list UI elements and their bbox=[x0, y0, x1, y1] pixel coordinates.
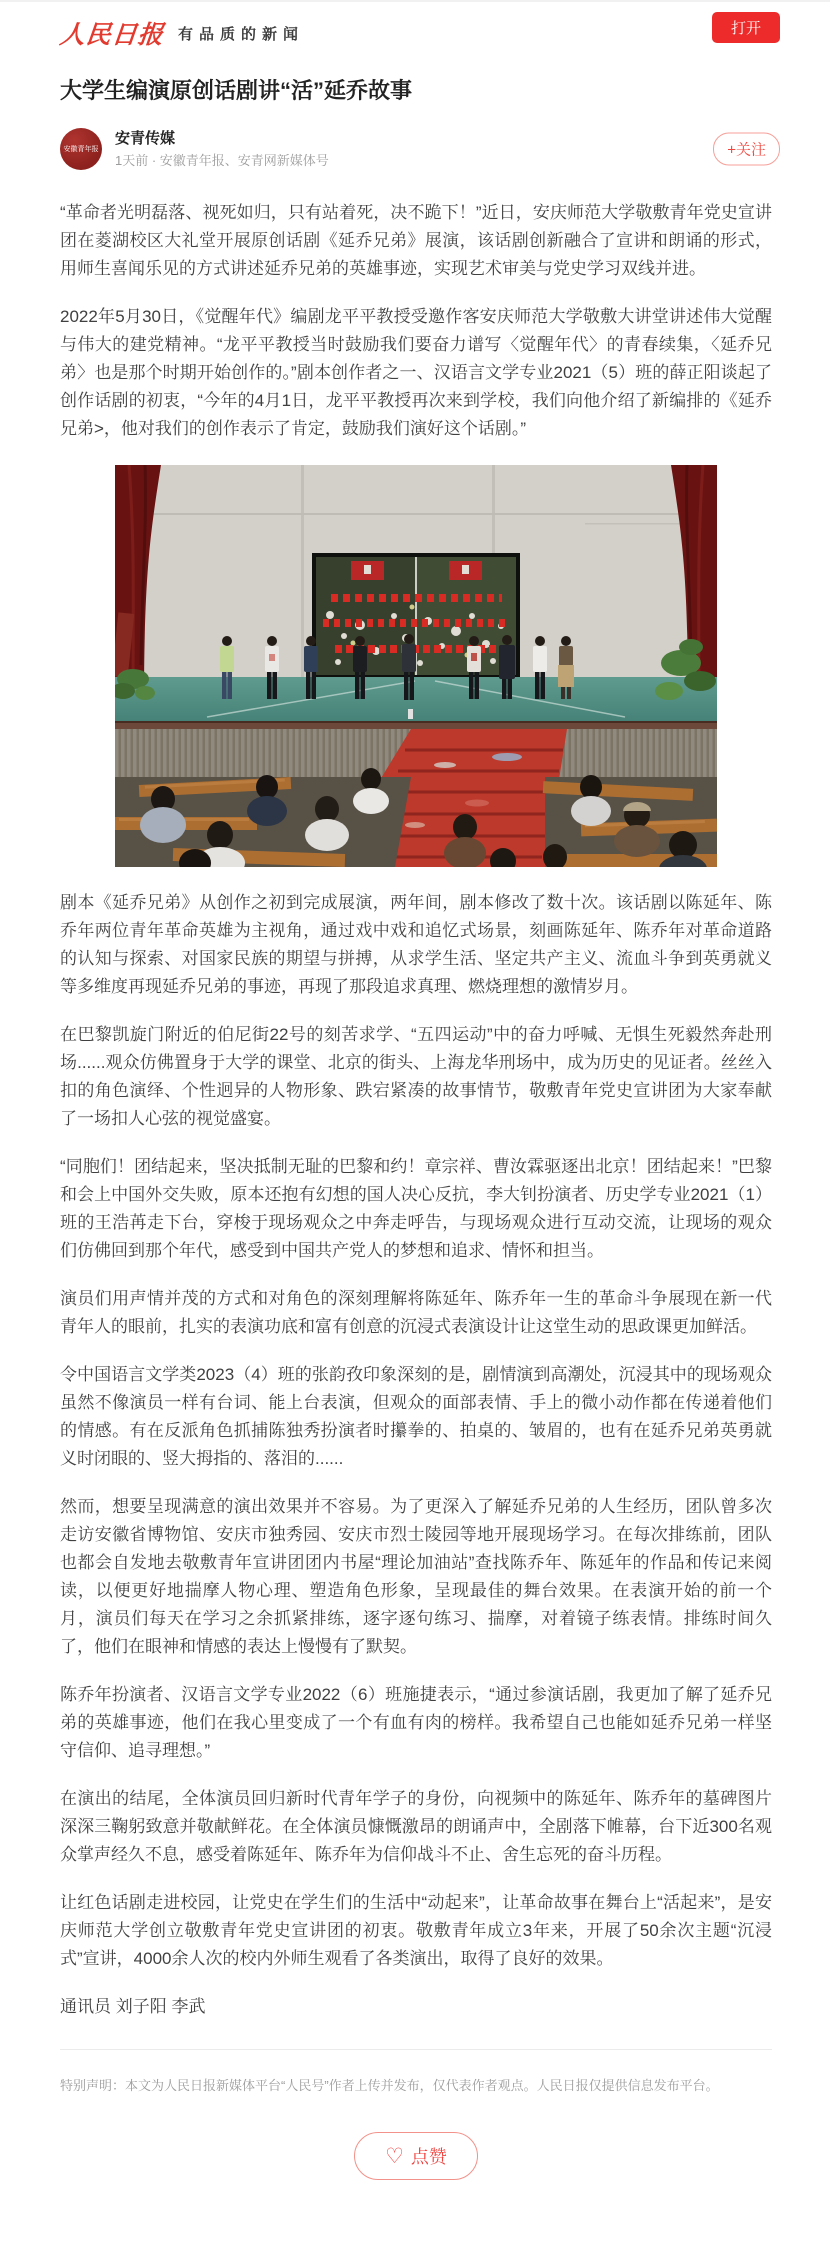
open-app-button[interactable]: 打开 bbox=[712, 12, 780, 43]
article-paragraph: “革命者光明磊落、视死如归，只有站着死，决不跪下！”近日，安庆师范大学敬敷青年党史宣讲团在菱湖校区大礼堂开展原创话剧《延乔兄弟》展演，该话剧创新融合了宣讲和朗诵的形式，用师生喜闻乐见的方式讲述延乔兄弟的英雄事迹，实现艺术审美与党史学习双线并进。 bbox=[60, 203, 772, 278]
article-paragraph: 演员们用声情并茂的方式和对角色的深刻理解将陈延年、陈乔年一生的革命斗争展现在新一代青年人的眼前，扎实的表演功底和富有创意的沉浸式表演设计让这堂生动的思政课更加鲜活。 bbox=[60, 1289, 772, 1336]
page-header bbox=[60, 2, 772, 51]
article-paragraph: 2022年5月30日，《觉醒年代》编剧龙平平教授受邀作客安庆师范大学敬敷大讲堂讲述伟大觉醒与伟大的建党精神。“龙平平教授当时鼓励我们要奋力谱写〈觉醒年代〉的青春续集，〈延乔兄弟〉也是那个时期开始创作的。”剧本创作者之一、汉语言文学专业2021（5）班的薛正阳谈起了创作话剧的初衷，“今年的4月1日，龙平平教授再次来到学校，我们向他介绍了新编排的《延乔兄弟>，他对我们的创作表示了肯定，鼓励我们演好这个话剧。” bbox=[60, 307, 772, 438]
article-paragraph: 令中国语言文学类2023（4）班的张韵孜印象深刻的是，剧情演到高潮处，沉浸其中的现场观众虽然不像演员一样有台词、能上台表演，但观众的面部表情、手上的微小动作都在传递着他们的情感。有在反派角色抓捕陈独秀扮演者时攥拳的、拍桌的、皱眉的，也有在延乔兄弟英勇就义时闭眼的、竖大拇指的、落泪的...... bbox=[60, 1365, 772, 1468]
article-paragraph: 在巴黎凯旋门附近的伯尼街22号的刻苦求学、“五四运动”中的奋力呼喊、无惧生死毅然奔赴刑场......观众仿佛置身于大学的课堂、北京的街头、上海龙华刑场中，成为历史的见证者。丝丝入扣的角色演绎、个性迥异的人物形象、跌宕紧凑的故事情节，敬敷青年党史宣讲团为大家奉献了一场扣人心弦的视觉盛宴。 bbox=[60, 1025, 772, 1128]
page-title: 大学生编演原创话剧讲“活”延乔故事 bbox=[60, 78, 413, 103]
like-button[interactable] bbox=[354, 2132, 478, 2180]
author-meta: 1天前 · 安徽青年报、安青网新媒体号 bbox=[115, 153, 329, 168]
article-paragraph: “同胞们！团结起来，坚决抵制无耻的巴黎和约！章宗祥、曹汝霖驱逐出北京！团结起来！”巴黎和会上中国外交失败，原本还抱有幻想的国人决心反抗，李大钊扮演者、历史学专业2021（1）班的王浩苒走下台，穿梭于现场观众之中奔走呼告，与现场观众进行互动交流，让现场的观众们仿佛回到那个年代，感受到中国共产党人的梦想和追求、情怀和担当。 bbox=[60, 1157, 772, 1260]
article-paragraph: 然而，想要呈现满意的演出效果并不容易。为了更深入了解延乔兄弟的人生经历，团队曾多次走访安徽省博物馆、安庆市独秀园、安庆市烈士陵园等地开展现场学习。在每次排练前，团队也都会自发地去敬敷青年宣讲团团内书屋“理论加油站”查找陈乔年、陈延年的作品和传记来阅读，以便更好地揣摩人物心理、塑造角色形象，呈现最佳的舞台效果。在表演开始的前一个月，演员们每天在学习之余抓紧排练，逐字逐句练习、揣摩，对着镜子练表情。排练时间久了，他们在眼神和情感的表达上慢慢有了默契。 bbox=[60, 1497, 772, 1656]
peoples-daily-logo[interactable]: 人民日报 bbox=[58, 20, 166, 49]
follow-button[interactable]: +关注 bbox=[713, 133, 780, 166]
article-image[interactable] bbox=[115, 465, 717, 867]
article-paragraph: 剧本《延乔兄弟》从创作之初到完成展演，两年间，剧本修改了数十次。该话剧以陈延年、陈乔年两位青年革命英雄为主视角，通过戏中戏和追忆式场景，刻画陈延年、陈乔年对革命道路的认知与探索、对国家民族的期望与拼搏，从求学生活、坚定共产主义、流血斗争到英勇就义等多维度再现延乔兄弟的事迹，再现了那段追求真理、燃烧理想的激情岁月。 bbox=[60, 893, 772, 996]
footer-divider bbox=[60, 2049, 772, 2050]
article-byline: 通讯员 刘子阳 李武 bbox=[60, 1997, 206, 2016]
like-button-label: 点赞 bbox=[410, 2147, 447, 2167]
author-avatar[interactable]: 安徽青年报 bbox=[60, 128, 102, 170]
article-body bbox=[60, 199, 772, 2021]
header-tagline: 有品质的新闻 bbox=[178, 25, 305, 43]
article-paragraph: 陈乔年扮演者、汉语言文学专业2022（6）班施捷表示，“通过参演话剧，我更加了解了延乔兄弟的英雄事迹，他们在我心里变成了一个有血有肉的榜样。我希望自己也能如延乔兄弟一样坚守信仰、追寻理想。” bbox=[60, 1685, 772, 1760]
heart-icon: ♡ bbox=[385, 2144, 404, 2168]
disclaimer-text: 特别声明：本文为人民日报新媒体平台“人民号”作者上传并发布，仅代表作者观点。人民日报仅提供信息发布平台。 bbox=[60, 2078, 719, 2093]
author-row bbox=[60, 127, 772, 171]
article-paragraph: 在演出的结尾，全体演员回归新时代青年学子的身份，向视频中的陈延年、陈乔年的墓碑图片深深三鞠躬致意并敬献鲜花。在全体演员慷慨激昂的朗诵声中，全剧落下帷幕，台下近300名观众掌声经久不息，感受着陈延年、陈乔年为信仰战斗不止、舍生忘死的奋斗历程。 bbox=[60, 1789, 772, 1864]
article-paragraph: 让红色话剧走进校园，让党史在学生们的生活中“动起来”，让革命故事在舞台上“活起来”，是安庆师范大学创立敬敷青年党史宣讲团的初衷。敬敷青年成立3年来，开展了50余次主题“沉浸式”宣讲，4000余人次的校内外师生观看了各类演出，取得了良好的效果。 bbox=[60, 1893, 772, 1968]
author-name[interactable]: 安青传媒 bbox=[115, 130, 176, 147]
